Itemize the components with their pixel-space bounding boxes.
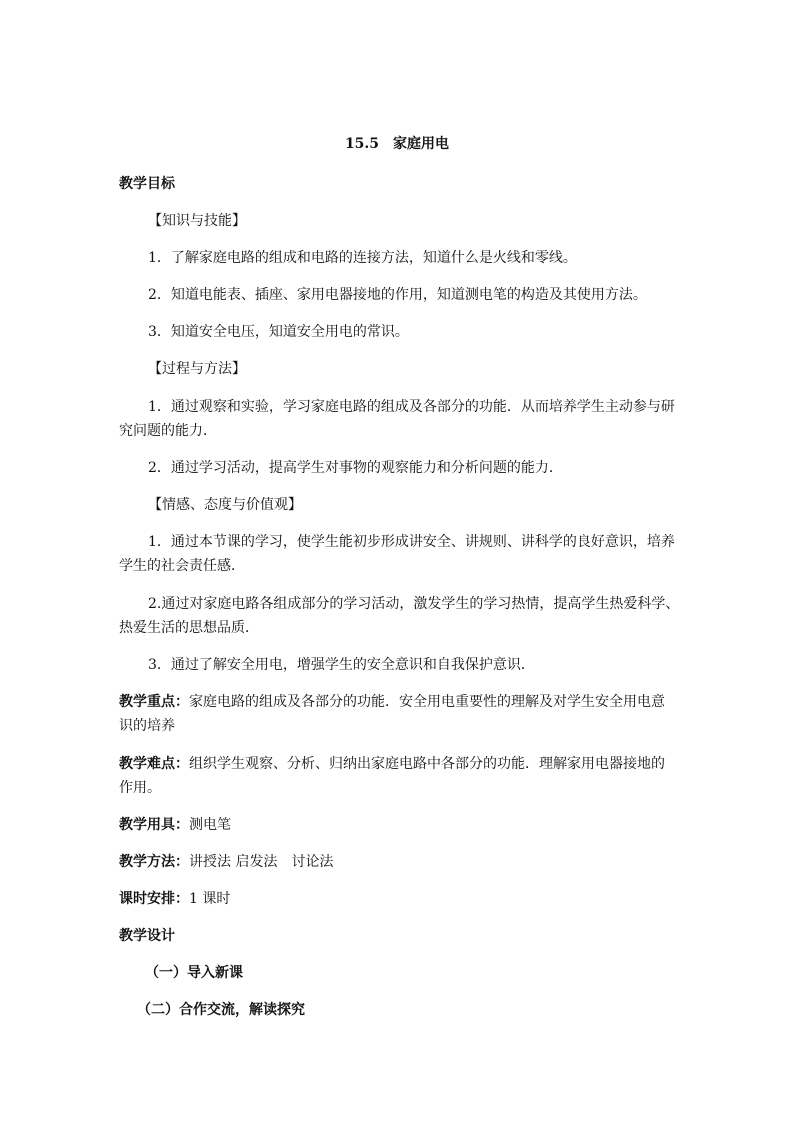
objectives-heading: 教学目标 <box>119 176 175 192</box>
process-item-1-line-1: 1．通过观察和实验，学习家庭电路的组成及各部分的功能．从而培养学生主动参与研 <box>148 399 675 415</box>
key-points-text: 家庭电路的组成及各部分的功能．安全用电重要性的理解及对学生安全用电意 <box>189 694 665 710</box>
section-2-heading: （二）合作交流，解读探究 <box>137 1002 305 1018</box>
key-points-line-1 <box>119 692 665 712</box>
methods-value: 讲授法 启发法 讨论法 <box>189 854 334 870</box>
knowledge-item-2: 2．知道电能表、插座、家用电器接地的作用，知道测电笔的构造及其使用方法。 <box>148 287 647 303</box>
difficulties-label: 教学难点： <box>119 756 189 772</box>
difficulties-line-1 <box>119 754 665 774</box>
knowledge-heading: 【知识与技能】 <box>148 213 246 229</box>
design-heading: 教学设计 <box>119 928 175 944</box>
knowledge-item-1: 1．了解家庭电路的组成和电路的连接方法，知道什么是火线和零线。 <box>148 250 577 266</box>
tools-line <box>119 815 231 835</box>
methods-label: 教学方法： <box>119 854 189 870</box>
knowledge-item-3: 3．知道安全电压，知道安全用电的常识。 <box>148 324 409 340</box>
emotion-item-2-line-2: 热爱生活的思想品质． <box>119 620 259 636</box>
emotion-item-1-line-1: 1．通过本节课的学习，使学生能初步形成讲安全、讲规则、讲科学的良好意识，培养 <box>148 534 675 550</box>
difficulties-text: 组织学生观察、分析、归纳出家庭电路中各部分的功能．理解家用电器接地的 <box>189 756 665 772</box>
process-item-2: 2．通过学习活动，提高学生对事物的观察能力和分析问题的能力． <box>148 460 563 476</box>
tools-label: 教学用具： <box>119 817 189 833</box>
process-heading: 【过程与方法】 <box>148 361 246 377</box>
schedule-value: 1 课时 <box>189 891 231 907</box>
emotion-item-2-line-1: 2.通过对家庭电路各组成部分的学习活动，激发学生的学习热情，提高学生热爱科学、 <box>148 596 680 612</box>
emotion-item-3: 3．通过了解安全用电，增强学生的安全意识和自我保护意识． <box>148 657 535 673</box>
key-points-label: 教学重点： <box>119 694 189 710</box>
page-title: 15.5 家庭用电 <box>344 136 450 152</box>
emotion-item-1-line-2: 学生的社会责任感． <box>119 558 245 574</box>
tools-value: 测电笔 <box>189 817 231 833</box>
emotion-heading: 【情感、态度与价值观】 <box>148 497 302 513</box>
section-1-heading: （一）导入新课 <box>145 965 243 981</box>
schedule-line <box>119 889 230 909</box>
methods-line <box>119 852 333 872</box>
process-item-1-line-2: 究问题的能力． <box>119 423 217 439</box>
difficulties-line-2: 作用。 <box>119 780 161 796</box>
key-points-line-2: 识的培养 <box>119 718 175 734</box>
schedule-label: 课时安排： <box>119 891 189 907</box>
